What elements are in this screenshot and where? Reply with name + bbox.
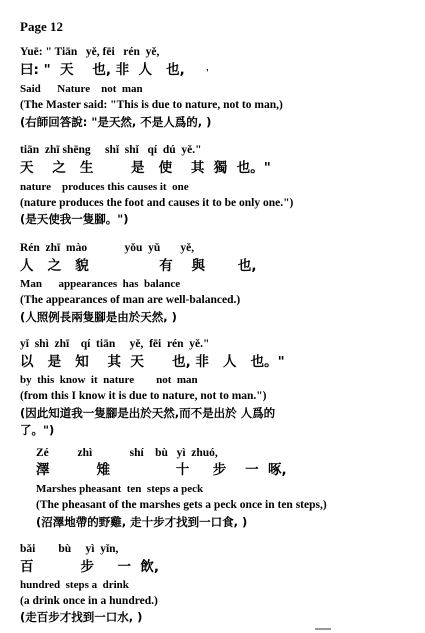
gloss-line: hundred steps a drink (20, 579, 129, 591)
chinese-translation-line: 了。") (20, 423, 55, 437)
chinese-text-line: 百 步 一 飲, (20, 559, 160, 575)
pinyin-line: Rén zhī mào yǒu yǔ yě, (20, 242, 195, 254)
gloss-line: Man appearances has balance (20, 278, 181, 290)
translation-line: (from this I know it is due to nature, not to man.") (20, 390, 267, 402)
chinese-text-line: 人 之 貌 有 與 也, (20, 258, 257, 274)
translation-line: (The pheasant of the marshes gets a peck once in ten steps,) (36, 499, 327, 511)
scan-speck (315, 628, 331, 630)
chinese-text-line: 天 之 生 是 使 其 獨 也。" (20, 160, 271, 176)
chinese-text-line: 澤 雉 十 步 一 啄, (36, 462, 287, 478)
translation-line: (a drink once in a hundred.) (20, 595, 158, 607)
translation-line: (nature produces the foot and causes it to be only one.") (20, 197, 294, 209)
gloss-line: Marshes pheasant ten steps a peck (36, 483, 204, 495)
chinese-translation-line: (沼澤地帶的野雞, 走十步才找到一口食, ) (36, 515, 248, 529)
pinyin-line: Zé zhì shí bù yì zhuó, (36, 447, 218, 459)
page-title: Page 12 (20, 19, 63, 34)
pinyin-line: bǎi bù yì yǐn, (20, 543, 119, 555)
chinese-translation-line: (走百步才找到一口水, ) (20, 610, 143, 624)
chinese-text-line: 以 是 知 其 天 也, 非 人 也。" (20, 354, 285, 370)
pinyin-line: yǐ shì zhī qí tiān yě, fēi rén yě." (20, 338, 210, 350)
gloss-line: nature produces this causes it one (20, 181, 189, 193)
chinese-translation-line: (因此知道我一隻腳是出於天然,而不是出於 人爲的 (20, 406, 276, 420)
chinese-text-line: 曰: " 天 也, 非 人 也, (20, 62, 185, 78)
pinyin-line: Yuē: " Tiān yě, fēi rén yě, (20, 46, 160, 58)
translation-line: (The Master said: "This is due to nature, not to man,) (20, 99, 283, 111)
pinyin-line: tiān zhī shēng shǐ shǐ qí dú yě." (20, 144, 202, 156)
gloss-line: Said Nature not man (20, 83, 143, 95)
chinese-translation-line: (右師回答說: "是天然, 不是人爲的, ) (20, 115, 212, 129)
stray-mark: ' (206, 68, 209, 79)
chinese-translation-line: (是天使我一隻腳。") (20, 212, 129, 226)
chinese-translation-line: (人照例長兩隻腳是由於天然, ) (20, 310, 177, 324)
gloss-line: by this know it nature not man (20, 374, 198, 386)
translation-line: (The appearances of man are well-balanced.) (20, 294, 241, 306)
